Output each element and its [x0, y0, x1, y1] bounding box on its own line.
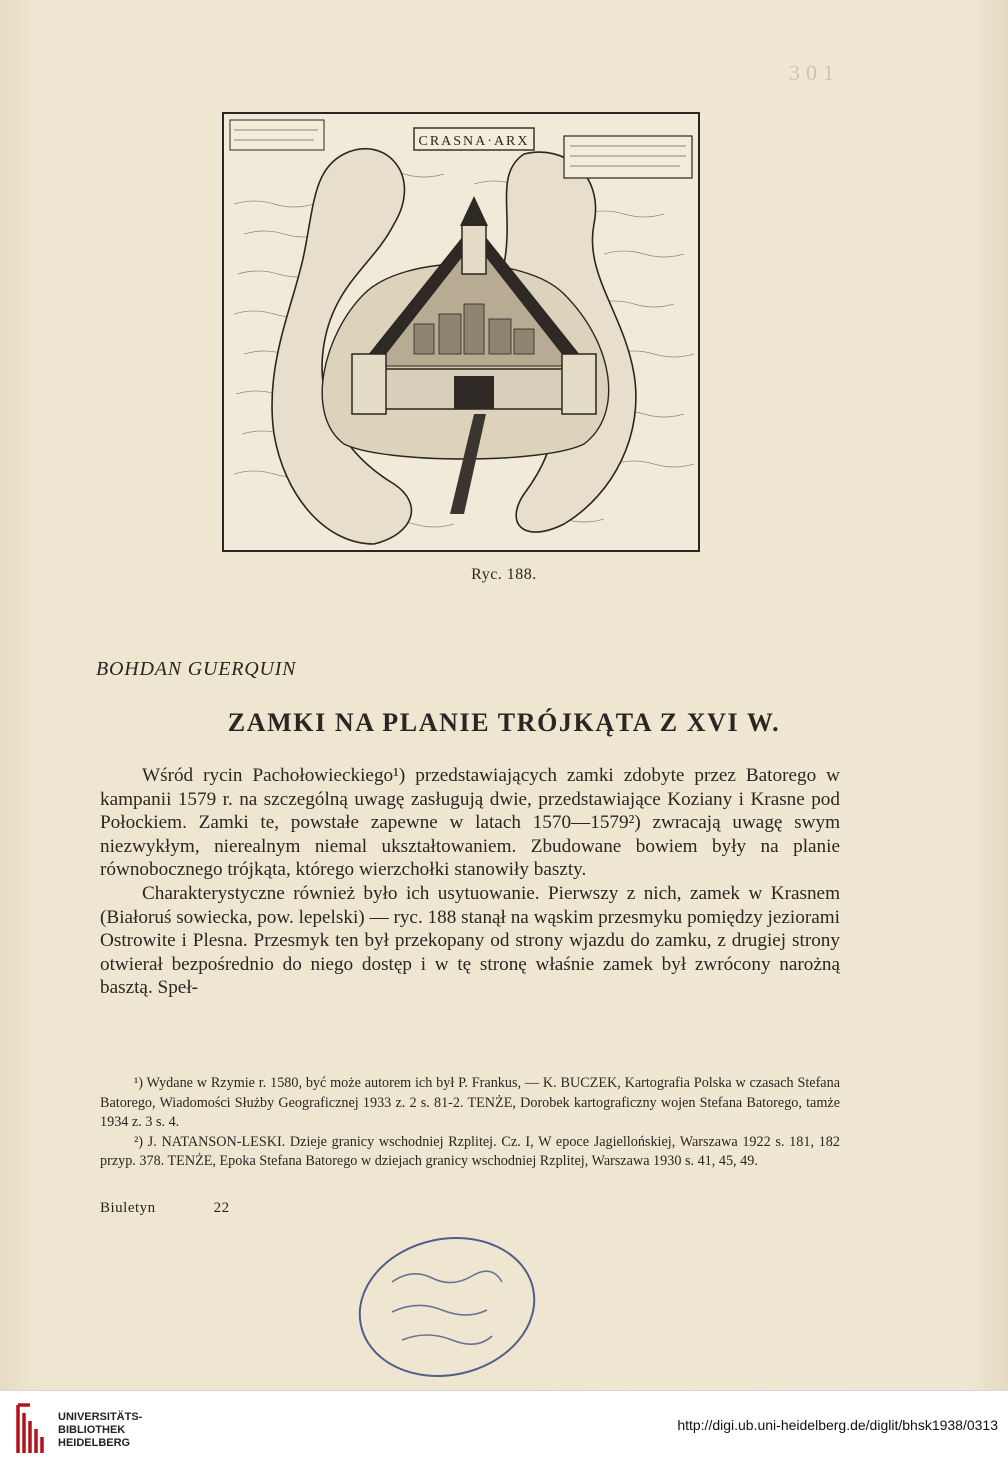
figure-caption: Ryc. 188. [471, 566, 537, 583]
article-title: ZAMKI NA PLANIE TRÓJKĄTA Z XVI W. [227, 708, 781, 737]
footnote: ²) J. NATANSON-LESKI. Dzieje granicy wschodniej Rzplitej. Cz. I, W epoce Jagiellońskiej, Warszawa 1922 s. 181, 182 przyp. 378. TENŻE, Epoka Stefana Batorego w dziejach granicy wschodniej Rzplitej, Warszawa 1930 s. 41, 45, 49. [100, 1133, 840, 1169]
signature-number: 22 [213, 1200, 230, 1216]
permalink-url[interactable]: http://digi.ub.uni-heidelberg.de/diglit/bhsk1938/0313 [677, 1417, 998, 1433]
footnotes [100, 1074, 840, 1172]
engraving-drawing [224, 114, 698, 550]
viewer-footer [0, 1390, 1008, 1467]
running-head: 301 [789, 60, 840, 85]
article-body [100, 764, 840, 1000]
article-author: BOHDAN GUERQUIN [96, 658, 297, 680]
footnote: ¹) Wydane w Rzymie r. 1580, być może autorem ich był P. Frankus, — K. BUCZEK, Kartografia Polska w czasach Stefana Batorego, Wiadomości Służby Geograficznej 1933 z. 2 s. 81-2. TENŻE, Dorobek kartograficzny wojen Stefana Batorego, tamże 1934 z. 3 s. 4. [100, 1075, 840, 1130]
library-name: UNIVERSITÄTS- BIBLIOTHEK HEIDELBERG [58, 1411, 143, 1449]
cartouche-title: CRASNA·ARX [418, 134, 530, 149]
engraving-crasna-arx [222, 112, 700, 552]
library-logo-icon [12, 1401, 52, 1457]
library-stamp [352, 1232, 542, 1382]
paragraph: Wśród rycin Pachołowieckiego¹) przedstawiających zamki zdobyte przez Batorego w kampanii 1579 r. na szczególną uwagę zasługują dwie, przedstawiające Koziany i Krasne pod Połockiem. Zamki te, powstałe zapewne w latach 1570—1579²) zwracają uwagę swym niezwykłym, nierealnym niemal ukształtowaniem. Zbudowane bowiem były na planie równobocznego trójkąta, którego wierzchołki stanowiły baszty. [100, 765, 840, 881]
signature-mark [100, 1200, 230, 1217]
signature-label: Biuletyn [100, 1200, 156, 1216]
paragraph: Charakterystyczne również było ich usytuowanie. Pierwszy z nich, zamek w Krasnem (Białoruś sowiecka, pow. lepelski) — ryc. 188 stanął na wąskim przesmyku pomiędzy jeziorami Ostrowite i Plesna. Przesmyk ten był przekopany od strony wjazdu do zamku, z drugiej strony otwierał bezpośrednio do niego dostęp i w tę stronę właśnie zamek był zwrócony narożną basztą. Speł- [100, 882, 840, 999]
